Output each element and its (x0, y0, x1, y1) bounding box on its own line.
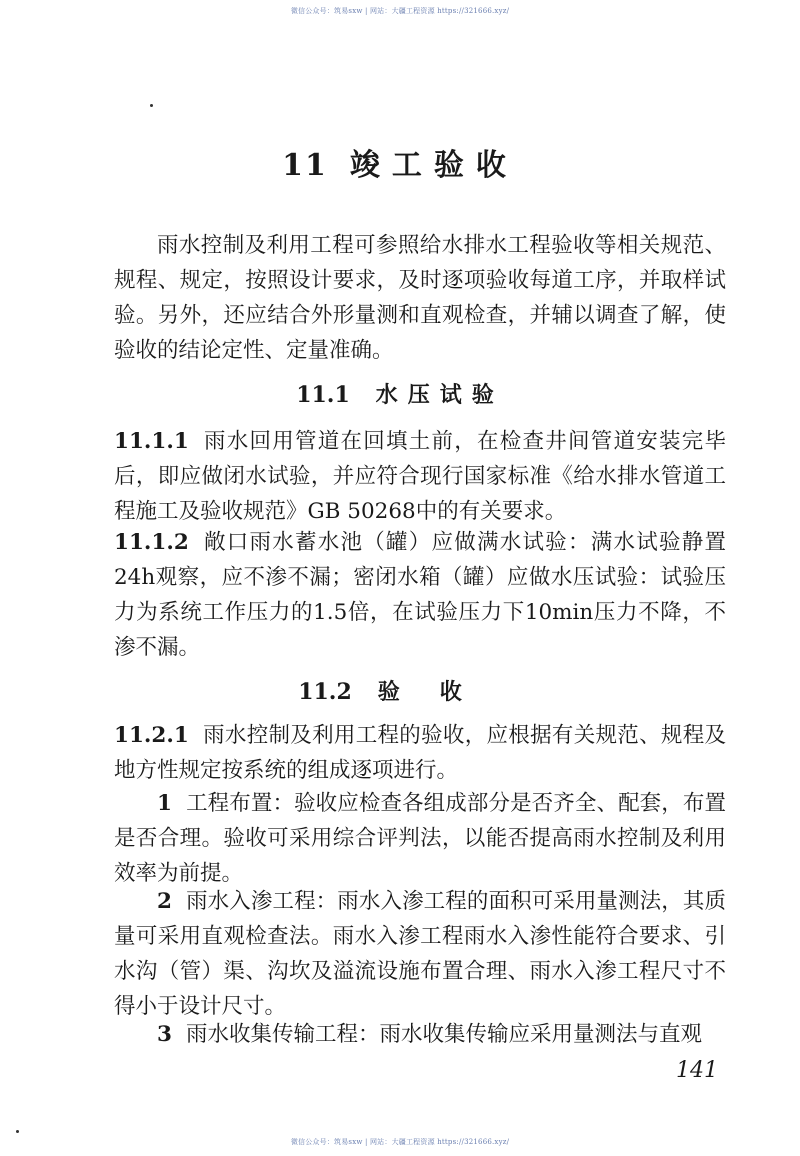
item-number: 2 (157, 889, 172, 914)
list-item (114, 884, 726, 1024)
watermark-bottom: 微信公众号：筑易sxw | 网站：大疆工程资源 https://321666.xyz/ (290, 1138, 510, 1146)
clause-text: 雨水控制及利用工程的验收，应根据有关规范、规程及地方性规定按系统的组成逐项进行。 (114, 723, 726, 783)
clause-11-1-2 (114, 525, 726, 665)
item-text: 雨水收集传输工程：雨水收集传输应采用量测法与直观 (185, 1022, 702, 1047)
chapter-title (0, 140, 800, 184)
section-title-text: 验收 (377, 679, 502, 705)
watermark-top: 微信公众号：筑易sxw | 网站：大疆工程资源 https://321666.xyz/ (290, 7, 510, 15)
chapter-title-text: 竣工验收 (349, 148, 518, 183)
chapter-number: 11 (282, 148, 328, 183)
clause-11-1-1 (114, 424, 726, 529)
section-title-text: 水压试验 (375, 382, 504, 408)
item-text: 工程布置：验收应检查各组成部分是否齐全、配套，布置是否合理。验收可采用综合评判法，以能否提高雨水控制及利用效率为前提。 (114, 791, 726, 886)
item-number: 3 (157, 1022, 172, 1047)
section-number: 11.1 (296, 382, 350, 408)
scan-speck (16, 1130, 19, 1133)
clause-number: 11.2.1 (114, 723, 189, 748)
section-number: 11.2 (298, 679, 352, 705)
intro-paragraph: 雨水控制及利用工程可参照给水排水工程验收等相关规范、规程、规定，按照设计要求，及时逐项验收每道工序，并取样试验。另外，还应结合外形量测和直观检查，并辅以调查了解，使验收的结论定性、定量准确。 (114, 233, 726, 363)
clause-number: 11.1.1 (114, 429, 189, 454)
item-number: 1 (157, 791, 172, 816)
clause-11-2-1 (114, 718, 726, 788)
clause-text: 敞口雨水蓄水池（罐）应做满水试验：满水试验静置24h观察，应不渗不漏；密闭水箱（罐）应做水压试验：试验压力为系统工作压力的1.5倍，在试验压力下10min压力不降，不渗不漏。 (114, 530, 726, 660)
list-item (114, 786, 726, 891)
section-title-11-2 (0, 675, 800, 706)
page-number: 141 (676, 1058, 718, 1083)
section-title-11-1 (0, 378, 800, 409)
clause-text: 雨水回用管道在回填土前，在检查井间管道安装完毕后，即应做闭水试验，并应符合现行国家标准《给水排水管道工程施工及验收规范》GB 50268中的有关要求。 (114, 429, 726, 524)
scan-speck (150, 104, 153, 107)
list-item (114, 1017, 726, 1052)
clause-number: 11.1.2 (114, 530, 189, 555)
item-text: 雨水入渗工程：雨水入渗工程的面积可采用量测法，其质量可采用直观检查法。雨水入渗工程雨水入渗性能符合要求、引水沟（管）渠、沟坎及溢流设施布置合理、雨水入渗工程尺寸不得小于设计尺寸。 (114, 889, 726, 1019)
